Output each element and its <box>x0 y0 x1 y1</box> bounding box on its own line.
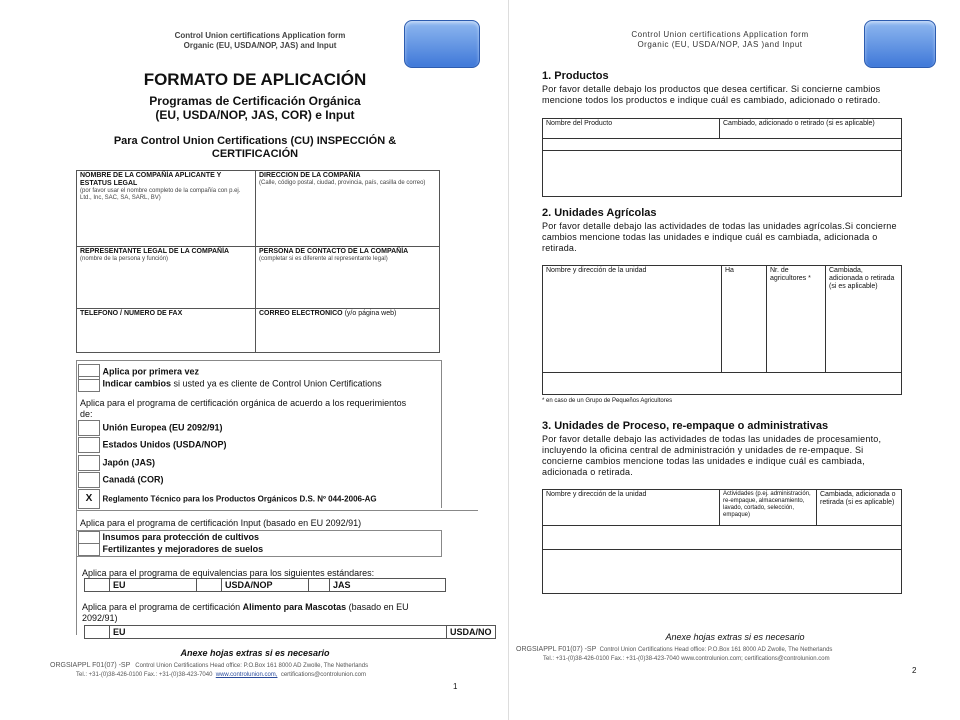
left-blue-button[interactable] <box>404 20 480 68</box>
legal-rep-cell[interactable] <box>77 247 256 309</box>
right-header-line2: Organic (EU, USDA/NOP, JAS )and Input <box>637 40 803 49</box>
opt-usda-checkbox[interactable] <box>78 437 100 453</box>
company-name-label: NOMBRE DE LA COMPAÑÍA APLICANTE Y ESTATUS LEGAL <box>80 172 222 187</box>
sec2-footnote: * en caso de un Grupo de Pequeños Agricultores <box>542 398 673 404</box>
right-header <box>590 30 850 50</box>
contact-person-label: PERSONA DE CONTACTO DE LA COMPAÑÍA <box>259 248 409 255</box>
process-col-name: Nombre y dirección de la unidad <box>543 490 720 526</box>
right-extra-sheets-note: Anexe hojas extras si es necesario <box>665 632 805 642</box>
legal-rep-note: (nombre de la persona y función) <box>80 256 169 262</box>
opt-jas-row <box>78 455 155 471</box>
process-col-activities: Actividades (p.ej. administración, re-empaque, almacenamiento, lavado, cortado, selección, empaque) <box>720 490 817 526</box>
legal-rep-label: REPRESENTANTE LEGAL DE LA COMPAÑÍA <box>80 248 230 255</box>
products-row[interactable] <box>543 151 902 197</box>
products-col-name: Nombre del Producto <box>543 119 720 139</box>
equiv-eu-label: EU <box>110 579 197 592</box>
changes-label-bold: Indicar cambios <box>102 378 172 389</box>
input-opt2-row <box>78 543 263 556</box>
changes-row <box>78 376 382 392</box>
left-page-number: 1 <box>453 682 458 691</box>
sec2-text: Por favor detalle debajo las actividades de todas las unidades agrícolas.Si concierne cambios mencione todas las unidades e indique cuál es cambiada, adicionada o retirada. <box>542 221 897 253</box>
company-name-cell[interactable] <box>77 171 256 247</box>
organic-apply-text: Aplica para el programa de certificación orgánica de acuerdo a los requerimientos de: <box>80 398 407 419</box>
form-subtitle-2: (EU, USDA/NOP, JAS, COR) e Input <box>155 108 355 122</box>
pet-apply-text <box>82 602 442 624</box>
pet-eu-label: EU <box>110 626 447 639</box>
left-footer-office: Control Union Certifications Head office: P.O.Box 161 8000 AD Zwolle, The Netherlands <box>135 663 369 669</box>
sec3-text: Por favor detalle debajo las actividades de todas las unidades de procesamiento, incluyendo la oficina central de administración y unidades de re-empaque. Si concierne cambios mencione todas las unidades e indique cuál es cambiada, adicionada o retirada. <box>542 434 882 477</box>
right-header-line1: Control Union certifications Application form <box>631 30 809 39</box>
input-opt2-checkbox[interactable] <box>78 543 100 556</box>
first-time-label: Aplica por primera vez <box>102 366 200 377</box>
left-extra-sheets-note: Anexe hojas extras si es necesario <box>180 648 330 658</box>
equiv-usda-checkbox[interactable] <box>197 579 222 592</box>
company-address-cell[interactable] <box>256 171 440 247</box>
email-note: (y/o página web) <box>344 310 397 317</box>
opt-eu-checkbox[interactable] <box>78 420 100 436</box>
form-subtitle-1: Programas de Certificación Orgánica <box>149 94 361 108</box>
equiv-jas-label: JAS <box>330 579 446 592</box>
pet-apply-pre: Aplica para el programa de certificación <box>82 602 243 612</box>
opt-jas-checkbox[interactable] <box>78 455 100 471</box>
equiv-table <box>84 578 446 592</box>
phone-fax-cell[interactable] <box>77 309 256 353</box>
opt-peru-checkbox[interactable]: X <box>78 489 100 509</box>
left-header-line2: Organic (EU, USDA/NOP, JAS) and Input <box>183 41 337 50</box>
left-footer-web-link[interactable]: www.controlunion.com, <box>215 672 278 678</box>
equiv-jas-checkbox[interactable] <box>309 579 330 592</box>
opt-peru-row <box>78 489 377 509</box>
equiv-apply-text: Aplica para el programa de equivalencias para los siguientes estándares: <box>82 568 375 578</box>
right-footer-code: ORGSIAPPL F01(07) -SP <box>516 646 597 653</box>
opt-cor-checkbox[interactable] <box>78 472 100 488</box>
process-units-table <box>542 489 902 594</box>
email-label: CORREO ELECTRONICO <box>259 310 343 317</box>
sec3-title: 3. Unidades de Proceso, re-empaque o administrativas <box>542 420 829 432</box>
contact-person-cell[interactable] <box>256 247 440 309</box>
opt-cor-label: Canadá (COR) <box>102 474 164 485</box>
process-units-row[interactable] <box>543 526 902 550</box>
equiv-usda-label: USDA/NOP <box>222 579 309 592</box>
left-footer-contact: Tel.: +31-(0)38-426-0100 Fax.: +31-(0)38-423-7040 <box>76 672 213 678</box>
input-opt1-label: Insumos para protección de cultivos <box>102 531 260 542</box>
changes-label-rest: si usted ya es cliente de Control Union Certifications <box>171 378 382 389</box>
equiv-eu-checkbox[interactable] <box>85 579 110 592</box>
sec1-text: Por favor detalle debajo los productos que desea certificar. Si concierne cambios mencione todos los productos e indique cuál es cambiado, adicionado o retirado. <box>542 84 881 105</box>
process-units-row[interactable] <box>543 550 902 594</box>
phone-fax-label: TELEFONO / NUMERO DE FAX <box>80 310 183 317</box>
process-col-change: Cambiada, adicionada o retirada (si es aplicable) <box>817 490 902 526</box>
opt-eu-row <box>78 420 223 436</box>
left-footer-line1 <box>50 662 450 670</box>
form-subtitle-4: CERTIFICACIÓN <box>211 148 299 160</box>
company-info-table <box>76 170 440 353</box>
company-address-label: DIRECCION DE LA COMPAÑÍA <box>259 172 361 179</box>
pet-eu-checkbox[interactable] <box>85 626 110 639</box>
pet-apply-bold: Alimento para Mascotas <box>242 602 347 612</box>
opt-usda-label: Estados Unidos (USDA/NOP) <box>102 439 227 450</box>
opt-peru-label: Reglamento Técnico para los Productos Orgánicos D.S. Nº 044-2006-AG <box>102 494 377 504</box>
right-footer-contact: Tel.: +31-(0)38-426-0100 Fax.: +31-(0)38-423-7040 www.controlunion.com; certifications@controlunion.com <box>543 656 830 662</box>
left-footer-line2 <box>76 671 456 679</box>
left-footer-mail: certifications@controlunion.com <box>280 672 366 678</box>
email-cell[interactable] <box>256 309 440 353</box>
form-title: FORMATO DE APLICACIÓN <box>143 70 367 89</box>
company-name-note: (por favor usar el nombre completo de la compañía con p.ej. Ltd., Inc, SAC, SA, SARL, BV) <box>80 188 241 201</box>
right-footer-office: Control Union Certifications Head office: P.O.Box 161 8000 AD Zwolle, The Netherlands <box>599 647 833 653</box>
opt-cor-row <box>78 472 164 488</box>
company-address-note: (Calle, código postal, ciudad, provincia, país, casilla de correo) <box>259 180 426 186</box>
pet-apply-post: (basado en EU 2092/91) <box>82 602 409 623</box>
opt-usda-row <box>78 437 227 453</box>
form-subtitle-3: Para Control Union Certifications (CU) INSPECCIÓN & <box>113 135 397 147</box>
changes-checkbox[interactable] <box>78 376 100 392</box>
opt-jas-label: Japón (JAS) <box>102 457 156 468</box>
left-header-line1: Control Union certifications Application form <box>174 31 346 40</box>
input-apply-text: Aplica para el programa de certificación Input (basado en EU 2092/91) <box>80 518 362 528</box>
left-footer-code: ORGSIAPPL F01(07) -SP <box>50 662 131 669</box>
farm-col-change: Cambiada, adicionada o retirada (si es aplicable) <box>826 266 902 373</box>
pet-usda-label: USDA/NO <box>447 626 496 639</box>
farm-col-ha: Ha <box>722 266 767 373</box>
farm-units-row[interactable] <box>543 373 902 395</box>
farm-col-name: Nombre y dirección de la unidad <box>543 266 722 373</box>
right-page-number: 2 <box>912 666 917 675</box>
contact-person-note: (completar si es diferente al representante legal) <box>259 256 388 262</box>
farm-units-table <box>542 265 902 395</box>
right-footer-line1 <box>516 646 916 654</box>
right-blue-button[interactable] <box>864 20 936 68</box>
products-table <box>542 118 902 197</box>
sec2-title: 2. Unidades Agrícolas <box>542 207 657 219</box>
input-opt2-label: Fertilizantes y mejoradores de suelos <box>102 543 264 554</box>
left-header <box>140 31 380 51</box>
products-col-change: Cambiado, adicionado o retirado (si es aplicable) <box>720 119 902 139</box>
opt-eu-label: Unión Europea (EU 2092/91) <box>102 422 223 433</box>
farm-col-farmers: Nr. de agricultores * <box>767 266 826 373</box>
pet-table <box>84 625 496 639</box>
sec1-title: 1. Productos <box>542 70 609 82</box>
products-row[interactable] <box>543 139 902 151</box>
